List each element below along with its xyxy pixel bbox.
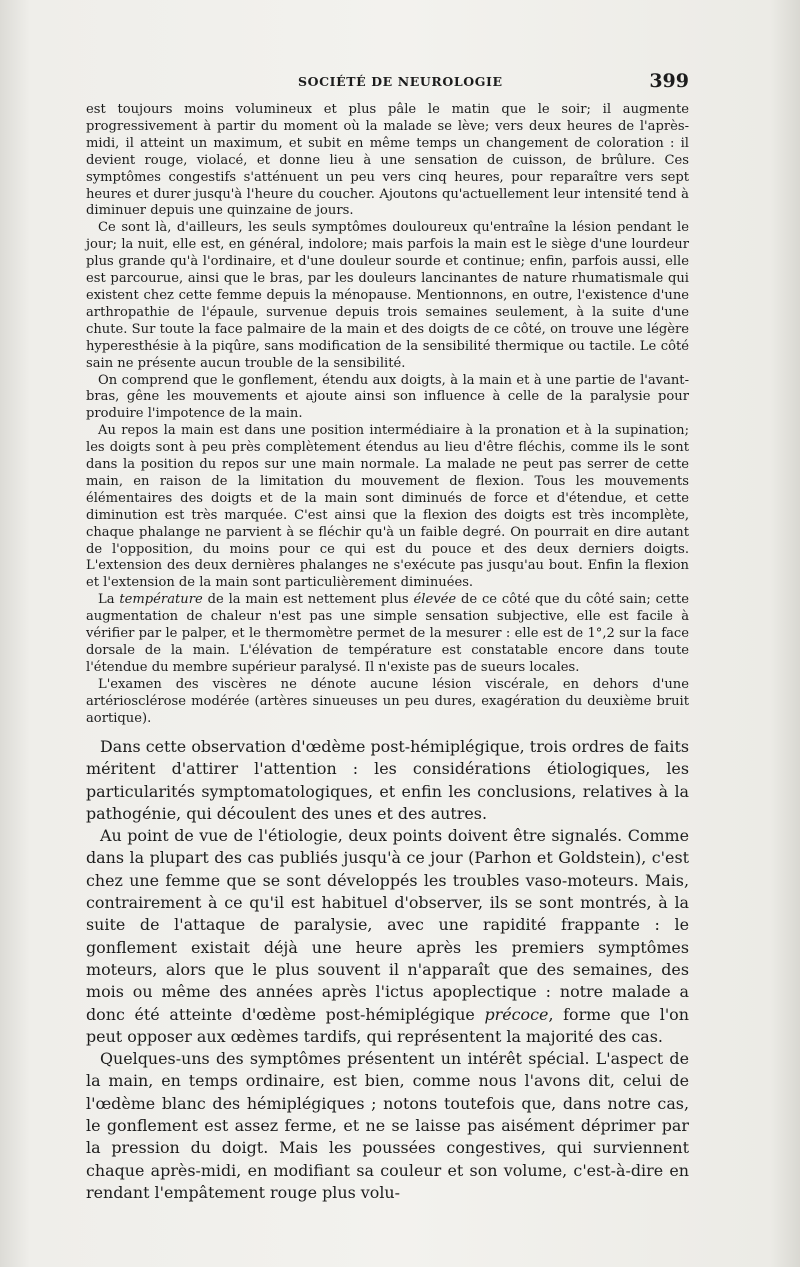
- text-run: La: [98, 592, 120, 608]
- text-run: de ce côté que du côté sain; cette augmentation de chaleur n'est pas une simple sensation subjective, elle est facile à vérifier par le palper, et le thermomètre permet de la mesurer : elle est de 1°,2 sur la face dorsale de la main. L'élévation de température est constatable encore dans toute l'étendue du membre supérieur paralysé. Il n'existe pas de sueurs locales.: [86, 592, 689, 675]
- page-header: [86, 70, 689, 94]
- paragraph: Dans cette observation d'œdème post-hémiplégique, trois ordres de faits méritent d'attirer l'attention : les considérations étiologiques, les particularités symptomatologiques, et enfin les conclusions, relatives à la pathogénie, qui découlent des unes et des autres.: [86, 737, 689, 823]
- paragraph: Ce sont là, d'ailleurs, les seuls symptômes douloureux qu'entraîne la lésion pendant le jour; la nuit, elle est, en général, indolore; mais parfois la main est le siège d'une lourdeur plus grande qu'à l'ordinaire, et d'une douleur sourde et continue; enfin, parfois aussi, elle est parcourue, ainsi que le bras, par les douleurs lancinantes de nature rhumatismale qui existent chez cette femme depuis la ménopause. Mentionnons, en outre, l'existence d'une arthropathie de l'épaule, survenue depuis trois semaines seulement, à la suite d'une chute. Sur toute la face palmaire de la main et des doigts de ce côté, on trouve une légère hyperesthésie à la piqûre, sans modification de la sensibilité thermique ou tactile. Le côté sain ne présente aucun trouble de la sensibilité.: [86, 220, 689, 371]
- discussion-text: [86, 736, 689, 1204]
- running-title: SOCIÉTÉ DE NEUROLOGIE: [298, 74, 503, 89]
- paragraph: [86, 592, 689, 677]
- paragraph: L'examen des viscères ne dénote aucune lésion viscérale, en dehors d'une artériosclérose modérée (artères sinueuses un peu dures, exagération du deuxième bruit aortique).: [86, 676, 689, 726]
- case-report-small-text: [86, 102, 689, 728]
- text-run: de la main est nettement plus: [202, 592, 414, 608]
- italic-term: température: [119, 592, 203, 608]
- text-run: Au point de vue de l'étiologie, deux points doivent être signalés. Comme dans la plupart des cas publiés jusqu'à ce jour (Parhon et Goldstein), c'est chez une femme que se sont développés les troubles vaso-moteurs. Mais, contrairement à ce qu'il est habituel d'observer, ils se sont montrés, à la suite de l'attaque de paralysie, avec une rapidité frappante : le gonflement existait déjà une heure après les premiers symptômes moteurs, alors que le plus souvent il n'apparaît que des semaines, des mois ou même des années après l'ictus apoplectique : notre malade a donc été atteinte d'œdème post-hémiplégique: [86, 826, 689, 1024]
- paragraph: [86, 825, 689, 1048]
- page-number: 399: [649, 70, 689, 92]
- italic-term: précoce: [484, 1004, 549, 1024]
- paragraph: est toujours moins volumineux et plus pâle le matin que le soir; il augmente progressivement à partir du moment où la malade se lève; vers deux heures de l'après-midi, il atteint un maximum, et subit en même temps un changement de coloration : il devient rouge, violacé, et donne lieu à une sensation de cuisson, de brûlure. Ces symptômes congestifs s'atténuent un peu vers cinq heures, pour reparaître vers sept heures et durer jusqu'à l'heure du coucher. Ajoutons qu'actuellement leur intensité tend à diminuer depuis une quinzaine de jours.: [86, 102, 689, 219]
- paragraph: On comprend que le gonflement, étendu aux doigts, à la main et à une partie de l'avant-bras, gêne les mouvements et ajoute ainsi son influence à celle de la paralysie pour produire l'impotence de la main.: [86, 372, 689, 422]
- italic-term: élevée: [413, 592, 457, 608]
- paragraph: Quelques-uns des symptômes présentent un intérêt spécial. L'aspect de la main, en temps ordinaire, est bien, comme nous l'avons dit, celui de l'œdème blanc des hémiplégiques ; notons toutefois que, dans notre cas, le gonflement est assez ferme, et ne se laisse pas aisément déprimer par la pression du doigt. Mais les poussées congestives, qui surviennent chaque après-midi, en modifiant sa couleur et son volume, c'est-à-dire en rendant l'empâtement rouge plus volu-: [86, 1049, 689, 1202]
- paragraph: Au repos la main est dans une position intermédiaire à la pronation et à la supination; les doigts sont à peu près complètement étendus au lieu d'être fléchis, comme ils le sont dans la position du repos sur une main normale. La malade ne peut pas serrer de cette main, en raison de la limitation du mouvement de flexion. Tous les mouvements élémentaires des doigts et de la main sont diminués de force et d'étendue, et cette diminution est très marquée. C'est ainsi que la flexion des doigts est très incomplète, chaque phalange ne parvient à se fléchir qu'à un faible degré. On pourrait en dire autant de l'opposition, du moins pour ce qui est du pouce et des deux derniers doigts. L'extension des deux dernières phalanges ne s'exécute pas jusqu'au bout. Enfin la flexion et l'extension de la main sont particulièrement diminuées.: [86, 423, 689, 591]
- text-run: , forme que l'on peut opposer aux œdèmes tardifs, qui représentent la majorité des cas.: [86, 1004, 689, 1046]
